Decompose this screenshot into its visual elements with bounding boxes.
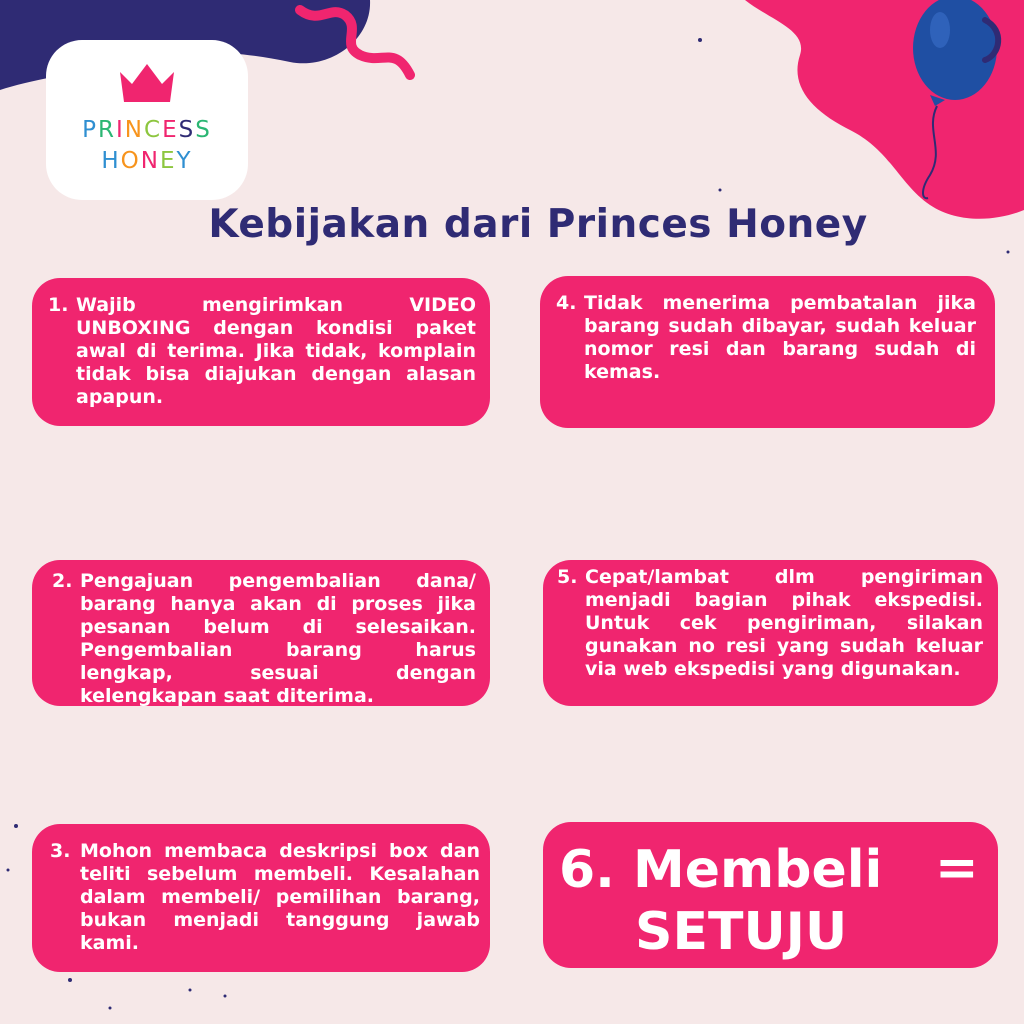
- logo-text-line1: PRINCESS: [82, 117, 212, 143]
- policy-6-text: SETUJU: [635, 902, 848, 962]
- policy-card-2: [32, 560, 490, 706]
- crown-icon: [118, 62, 176, 104]
- policy-6-heading: 6. Membeli: [559, 840, 883, 900]
- policy-text: Mohon membaca deskripsi box dan teliti sebelum membeli. Kesalahan dalam membeli/ pemilihan barang, bukan menjadi tanggung jawab kami.: [80, 840, 480, 954]
- policy-number: 3.: [50, 840, 71, 862]
- policy-card-4: [540, 276, 995, 428]
- policy-text: Wajib mengirimkan VIDEO UNBOXING dengan kondisi paket awal di terima. Jika tidak, komplain tidak bisa diajukan dengan alasan apapun.: [76, 294, 476, 408]
- policy-text: Cepat/lambat dlm pengiriman menjadi bagian pihak ekspedisi. Untuk cek pengiriman, silakan gunakan no resi yang sudah keluar via web ekspedisi yang digunakan.: [585, 566, 983, 680]
- page-title: Kebijakan dari Princes Honey: [208, 202, 868, 247]
- logo-card: [46, 40, 248, 200]
- policy-card-5: [543, 560, 998, 706]
- policy-number: 4.: [556, 292, 577, 314]
- policy-card-1: [32, 278, 490, 426]
- policy-number: 2.: [52, 570, 73, 592]
- policy-text: Tidak menerima pembatalan jika barang sudah dibayar, sudah keluar nomor resi dan barang sudah di kemas.: [584, 292, 976, 383]
- logo-text-line2: HONEY: [101, 148, 193, 174]
- policy-number: 5.: [557, 566, 578, 588]
- policy-number: 1.: [48, 294, 69, 316]
- policy-text: Pengajuan pengembalian dana/ barang hanya akan di proses jika pesanan belum di selesaikan. Pengembalian barang harus lengkap, sesuai dengan kelengkapan saat diterima.: [80, 570, 476, 707]
- equals-sign: =: [935, 838, 979, 898]
- policy-card-3: [32, 824, 490, 972]
- policy-card-6: [543, 822, 998, 968]
